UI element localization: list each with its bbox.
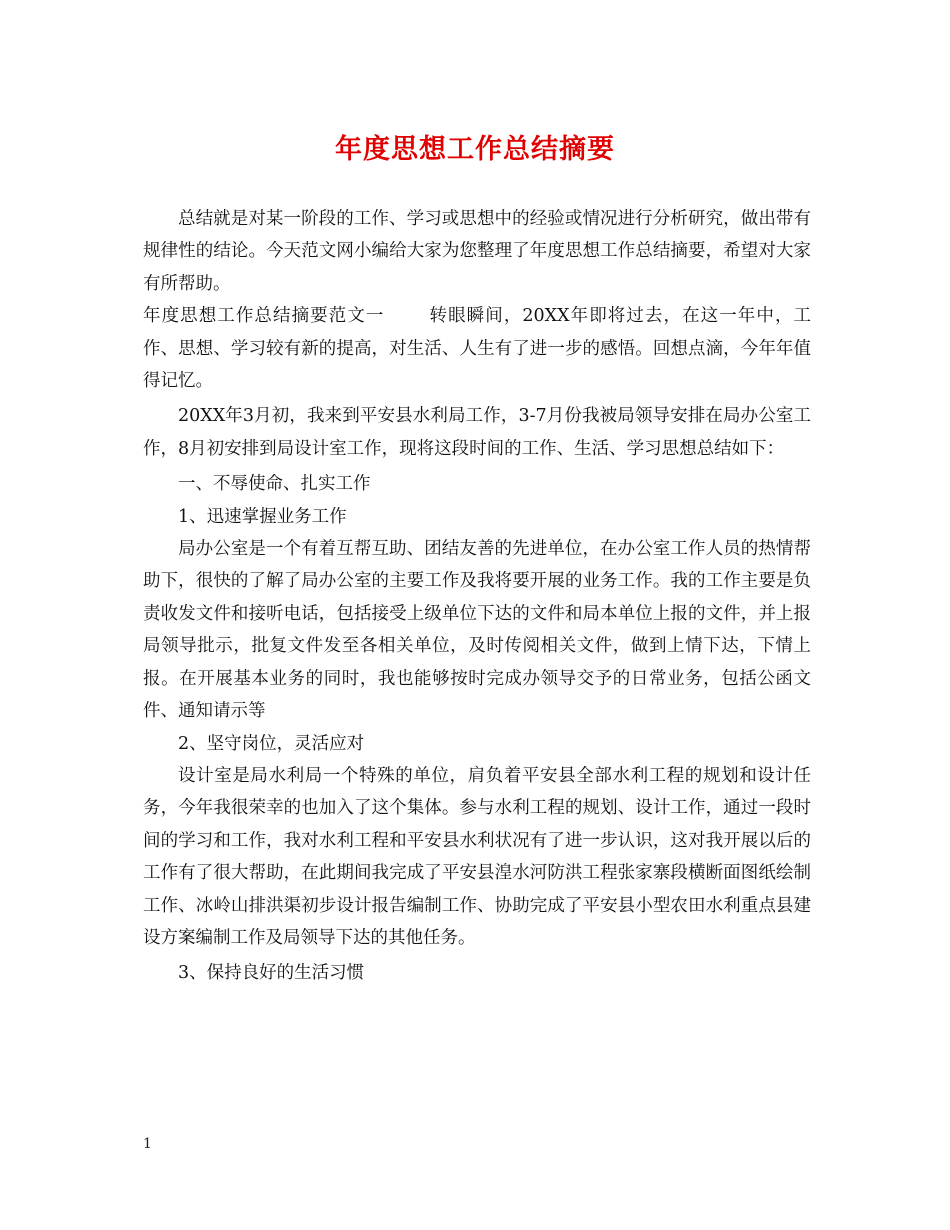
sample-first-paragraph: 转眼瞬间，20XX年即将过去，在这一年中，工作、思想、学习较有新的提高，对生活、人生有了进一步的感悟。回想点滴，今年年值得记忆。 xyxy=(143,306,812,392)
subsection-1-heading: 1、迅速掌握业务工作 xyxy=(178,506,347,527)
section-1-heading: 一、不辱使命、扎实工作 xyxy=(178,474,371,495)
document-body xyxy=(143,203,811,990)
subsection-2-heading: 2、坚守岗位，灵活应对 xyxy=(178,733,365,754)
subsection-3-heading: 3、保持良好的生活习惯 xyxy=(178,963,365,984)
page-number: 1 xyxy=(143,1136,152,1152)
work-intro-paragraph: 20XX年3月初，我来到平安县水利局工作，3-7月份我被局领导安排在局办公室工作，8月初安排到局设计室工作，现将这段时间的工作、生活、学习思想总结如下： xyxy=(143,406,811,459)
sample-heading: 年度思想工作总结摘要范文一 xyxy=(143,306,385,327)
document-title: 年度思想工作总结摘要 xyxy=(335,134,615,165)
subsection-1-text: 局办公室是一个有着互帮互助、团结友善的先进单位，在办公室工作人员的热情帮助下，很快的了解了局办公室的主要工作及我将要开展的业务工作。我的工作主要是负责收发文件和接听电话，包括接受上级单位下达的文件和局本单位上报的文件，并上报局领导批示，批复文件发至各相关单位，及时传阅相关文件，做到上情下达，下情上报。在开展基本业务的同时，我也能够按时完成办领导交予的日常业务，包括公函文件、通知请示等 xyxy=(143,539,811,722)
sample-paragraph xyxy=(143,300,811,397)
intro-paragraph: 总结就是对某一阶段的工作、学习或思想中的经验或情况进行分析研究，做出带有规律性的结论。今天范文网小编给大家为您整理了年度思想工作总结摘要，希望对大家有所帮助。 xyxy=(143,209,811,294)
subsection-2-text: 设计室是局水利局一个特殊的单位，肩负着平安县全部水利工程的规划和设计任务，今年我很荣幸的也加入了这个集体。参与水利工程的规划、设计工作，通过一段时间的学习和工作，我对水利工程和平安县水利状况有了进一步认识，这对我开展以后的工作有了很大帮助，在此期间我完成了平安县湟水河防洪工程张家寨段横断面图纸绘制工作、冰岭山排洪渠初步设计报告编制工作、协助完成了平安县小型农田水利重点县建设方案编制工作及局领导下达的其他任务。 xyxy=(143,765,811,948)
